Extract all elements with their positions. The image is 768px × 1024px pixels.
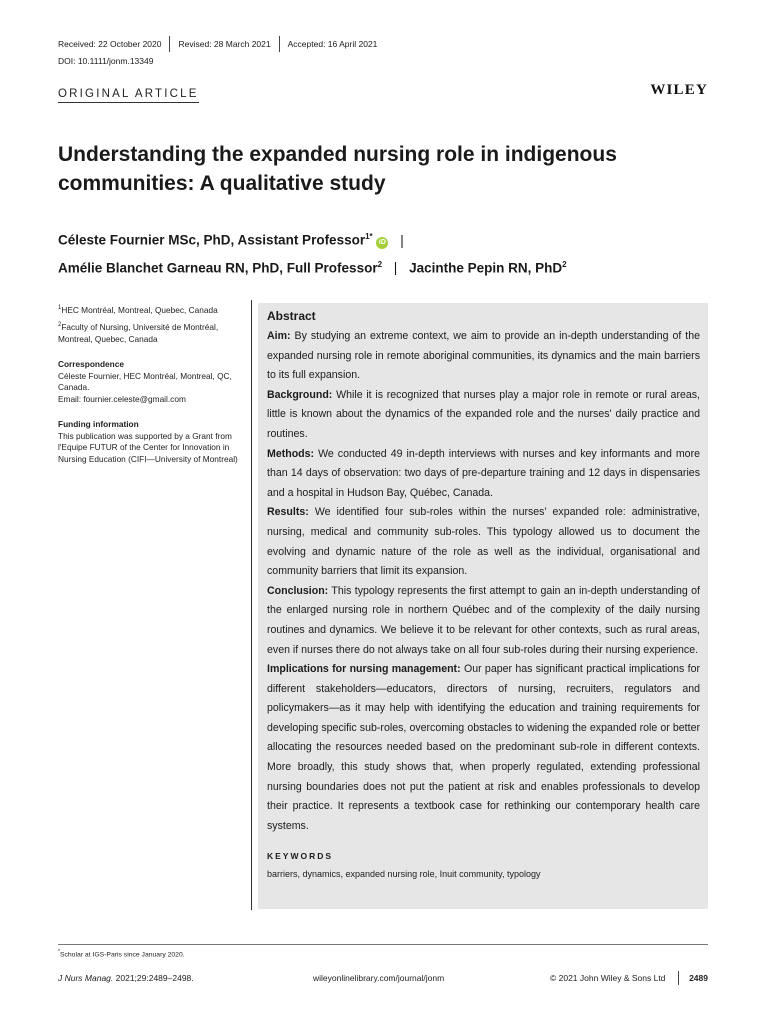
orcid-icon[interactable]: iD (376, 237, 388, 249)
author-name: Céleste Fournier MSc, PhD, Assistant Professor (58, 232, 366, 248)
abstract-results: Results: We identified four sub-roles within the nurses' expanded role: administrative, nursing, medical and community sub-roles. This typology allowed us to document the evolving and dynamic nature of the role as well as the individual, organisational and community barriers that limit its expansion. (267, 506, 700, 578)
footnote: *Scholar at IGS-Paris since January 2020. (58, 949, 185, 959)
author-name: Jacinthe Pepin RN, PhD (409, 260, 563, 275)
sidebar-divider (251, 300, 252, 910)
abstract-box (258, 303, 708, 909)
author-line-2 (58, 253, 718, 281)
author-separator: | (400, 232, 404, 248)
article-type-label: ORIGINAL ARTICLE (58, 88, 199, 103)
funding-heading: Funding information (58, 419, 139, 430)
revised-date: Revised: 28 March 2021 (178, 38, 271, 49)
doi: DOI: 10.1111/jonm.13349 (58, 56, 154, 66)
abstract-methods: Methods: We conducted 49 in-depth interviews with nurses and key informants and more than 14 days of observation: two days of pre-departure training and 12 days in dispensaries and a hospital in Hudson Bay, Québec, Canada. (267, 447, 700, 499)
correspondence-email[interactable]: Email: fournier.celeste@gmail.com (58, 393, 186, 404)
abstract-aim: Aim: By studying an extreme context, we aim to provide an in-depth understanding of the expanded nursing role in remote aboriginal communities, its dynamics and the main barriers to its full expansion. (267, 330, 700, 382)
article-info-sidebar (58, 303, 238, 465)
author-line-1 (58, 225, 718, 253)
page-number-separator (678, 971, 679, 985)
copyright: © 2021 John Wiley & Sons Ltd (550, 973, 666, 983)
page-footer (58, 971, 708, 987)
publication-dates (58, 36, 385, 52)
abstract-conclusion: Conclusion: This typology represents the first attempt to gain an in-depth understanding of the enlarged nursing role in northern Québec and of the complexity of the daily nursing routines and dynamics. We believe it to be relevant for other contexts, such as rural areas, even if nurses there do not always take on all four sub-roles during their nursing experience. (267, 584, 700, 656)
accepted-date: Accepted: 16 April 2021 (287, 38, 378, 49)
keywords-list: barriers, dynamics, expanded nursing role, Inuit community, typology (267, 869, 541, 880)
footnote-divider (58, 944, 708, 945)
author-affiliation-mark: 2 (562, 259, 567, 269)
journal-citation: J Nurs Manag. 2021;29:2489–2498. (58, 973, 194, 983)
author-separator: | (393, 260, 398, 275)
author-affiliation-mark: 1* (365, 232, 373, 241)
funding-text: This publication was supported by a Grant from l'Equipe FUTUR of the Center for Innovation in Nursing Education (CIFI—University of Montreal) (58, 430, 238, 464)
article-title: Understanding the expanded nursing role in indigenous communities: A qualitative study (58, 143, 617, 195)
correspondence-heading: Correspondence (58, 359, 124, 370)
affiliation: $^2$Faculty of Nursing, Université de Montréal, Montreal, Quebec, Canada (58, 322, 219, 344)
page-number: 2489 (689, 973, 708, 983)
author-list (58, 225, 718, 280)
author-name: Amélie Blanchet Garneau RN, PhD, Full Professor (58, 260, 378, 275)
author-affiliation-mark: 2 (377, 259, 383, 269)
journal-url[interactable]: wileyonlinelibrary.com/journal/jonm (313, 973, 445, 983)
abstract-implications: Implications for nursing management: Our paper has significant practical implications for different stakeholders—educators, directors of nursing, recruiters, regulators and policymakers—as it may help with identifying the education and training requirements for developing specific sub-roles, overcoming obstacles to widening the expanded role or better allocating the resources needed based on the predominant sub-role in different contexts. More broadly, this study shows that, when properly regulated, extending professional nursing boundaries does not put the patient at risk and enables professionals to develop their practice. It represents a textbook case for rethinking our contemporary health care systems. (267, 663, 700, 832)
received-date: Received: 22 October 2020 (58, 38, 162, 49)
publisher-logo: WILEY (650, 82, 708, 98)
abstract-heading: Abstract (267, 309, 316, 323)
affiliation: $^1$HEC Montréal, Montreal, Quebec, Canada (58, 304, 218, 315)
abstract-background: Background: While it is recognized that nurses play a major role in remote or rural areas, little is known about the dynamics of the expanded role and the nurses' daily practice and routines. (267, 388, 700, 440)
correspondence-address: Céleste Fournier, HEC Montréal, Montreal, QC, Canada. (58, 370, 232, 393)
keywords-heading: KEYWORDS (267, 851, 334, 862)
